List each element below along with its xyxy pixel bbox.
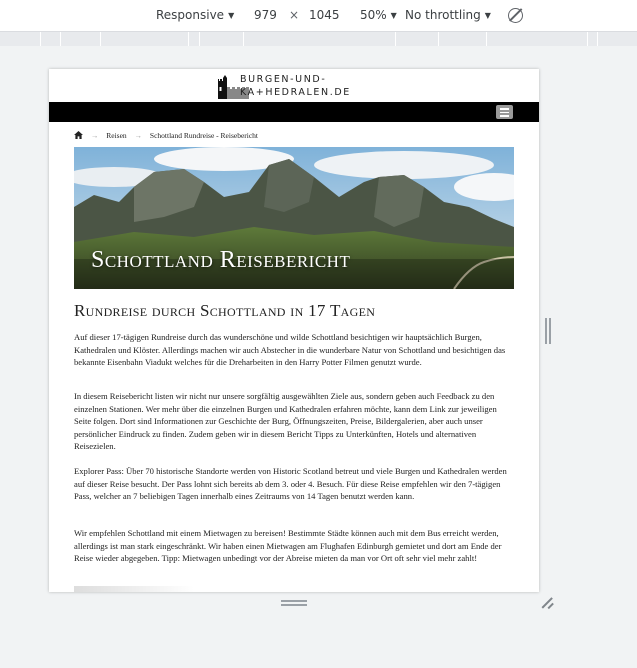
breadcrumb-separator: → [90,131,99,140]
throttling-select[interactable] [405,8,491,22]
media-query-bar[interactable] [0,32,637,46]
intro-paragraph: Auf dieser 17-tägigen Rundreise durch das wunderschöne und wilde Schottland besichtigen wir hauptsächlich Burgen, Kathedralen und Klöster. Allerdings machen wir auch Abstecher in die wunderbare Natur von Schottland und besichtigen das bekannte Eisenbahn Viadukt welches für die Dreharbeiten in den Harry Potter Filmen genutzt wurde. [74,332,506,368]
logo-text [240,73,351,99]
width-input[interactable]: 979 [254,8,277,22]
breadcrumb [74,130,258,140]
zoom-select[interactable] [360,8,397,22]
device-select[interactable] [156,8,234,22]
throttling-label: No throttling [405,8,481,22]
device-label: Responsive [156,8,225,22]
hero-image [74,147,514,289]
home-icon[interactable] [74,131,83,139]
height-input[interactable]: 1045 [309,8,340,22]
logo-line2: KA+HEDRALEN.DE [240,87,351,98]
zoom-label: 50% [360,8,387,22]
rental-car-paragraph: Wir empfehlen Schottland mit einem Mietwagen zu bereisen! Bestimmte Städte können auch mit dem Bus erreicht werden, allerdings ist man stark eingeschränkt. Wir haben einen Mietwagen am Flughafen Edinburgh gemietet und dort am Ende der Reise wieder abgegeben. Tipp: Mietwagen unbedingt vor der Abreise mieten da man vor Ort oft sehr viel mehr zahlt! [74,528,502,564]
logo-line1: BURGEN-UND- [240,74,327,85]
chevron-down-icon: ▼ [484,11,491,20]
site-logo[interactable] [218,71,378,101]
device-toolbar [0,0,637,32]
breadcrumb-reisen[interactable]: Reisen [106,131,127,140]
dimension-separator: × [289,8,300,22]
resize-handle-corner[interactable] [541,596,555,610]
breadcrumb-current: Schottland Rundreise - Reisebericht [149,131,259,140]
nav-bar [49,102,539,122]
resize-handle-bottom[interactable] [281,600,307,606]
resize-handle-right[interactable] [545,318,551,344]
chevron-down-icon: ▼ [390,11,397,20]
breadcrumb-separator: → [134,131,143,140]
device-viewport [49,69,539,592]
explorer-pass-paragraph: Explorer Pass: Über 70 historische Standorte werden von Historic Scotland betreut und viele Burgen und Kathedralen werden auf dieser Reise besucht. Der Pass lohnt sich bereits ab dem 3. oder 4. Besuch. Für diese Reise empfehlen wir den 7-tägigen Pass, welcher an 7 beliebigen Tagen innerhalb eines Zeitraums von 14 Tagen benutzt werden kann. [74,466,507,502]
rotate-icon[interactable] [508,8,523,23]
fade-overlay [74,586,194,592]
chevron-down-icon: ▼ [228,11,235,20]
hamburger-menu-button[interactable] [496,105,513,119]
page-heading: Rundreise durch Schottland in 17 Tagen [74,301,376,320]
hero-title: Schottland Reisebericht [91,247,351,273]
report-paragraph: In diesem Reisebericht listen wir nicht nur unsere sorgfältig ausgewählten Ziele aus, sondern geben auch Feedback zu den einzelnen Stationen. Wer mehr über die einzelnen Burgen und Kathedralen erfahren möchte, kann dem Link zur jeweiligen Seite folgen. Dort sind Informationen zur Geschichte der Burg, Öffnungszeiten, Preise, Bildergalerien, aber auch unser persönlicher Eindruck zu finden. Zudem geben wir in diesem Bericht Tipps zu Unterkünften, Hotels und alternativen Reisezielen. [74,391,497,452]
